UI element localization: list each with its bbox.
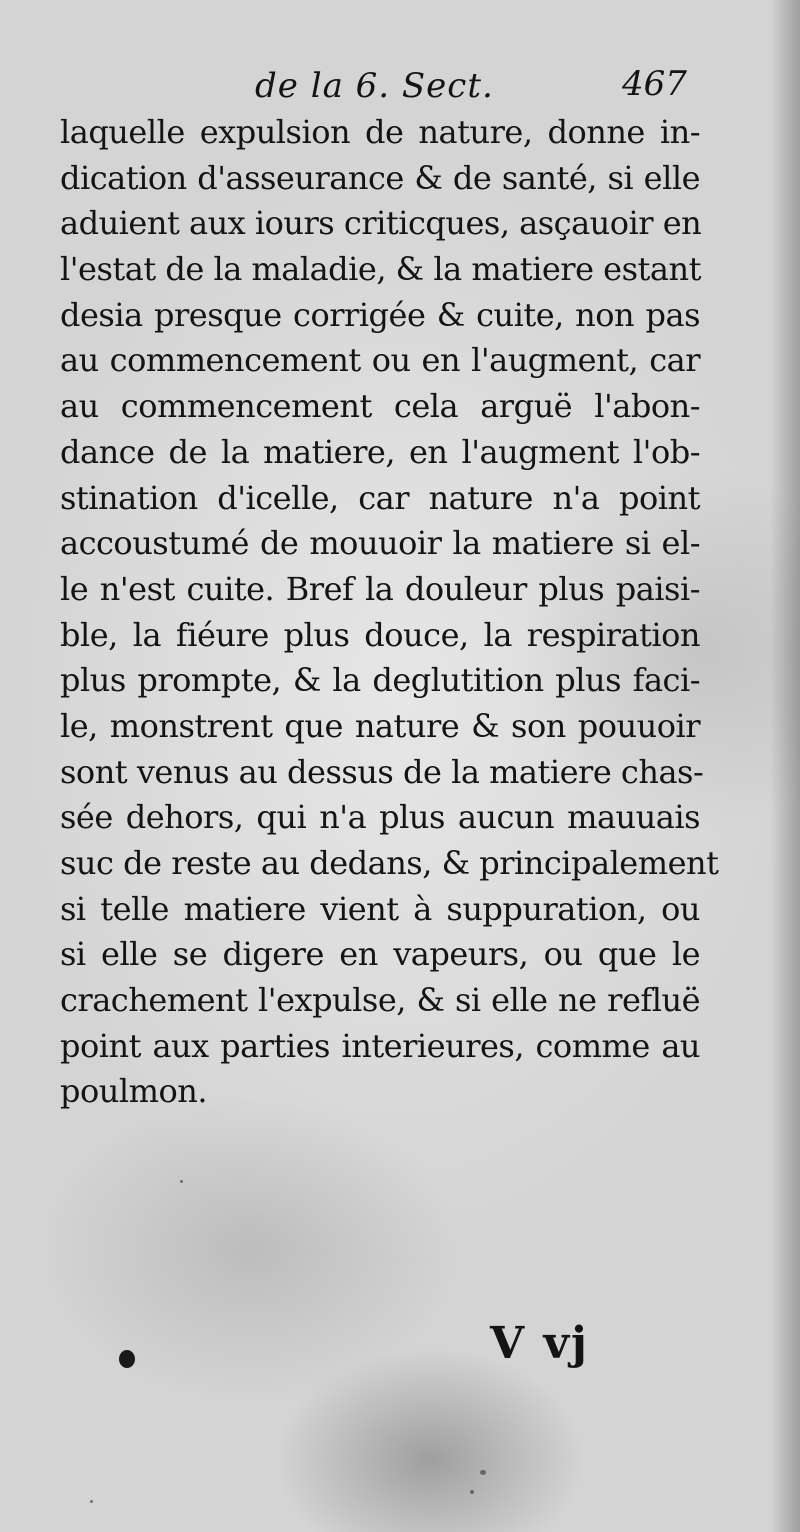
body-text — [60, 110, 719, 1115]
text-line: au commencement ou en l'augment, car — [60, 341, 700, 380]
text-line: aduient aux iours criticques, asçauoir en — [60, 204, 702, 243]
page-number: 467 — [622, 64, 687, 104]
text-line: au commencement cela arguë l'abon- — [60, 387, 700, 426]
paper-speck — [90, 1500, 93, 1503]
text-line: suc de reste au dedans, & principalement — [60, 844, 719, 882]
text-line: le, monstrent que nature & son pouuoir — [60, 706, 700, 745]
signature-mark: V vj — [490, 1318, 589, 1369]
text-line: dication d'asseurance & de santé, si elle — [60, 158, 700, 197]
text-line: si telle matiere vient à suppuration, ou — [60, 889, 700, 928]
text-line: plus prompte, & la deglutition plus faci- — [60, 661, 700, 700]
paper-speck — [470, 1490, 474, 1494]
paper-speck — [480, 1470, 486, 1475]
text-line: si elle se digere en vapeurs, ou que le — [60, 935, 700, 974]
text-line: stination d'icelle, car nature n'a point — [60, 478, 700, 517]
paper-speck — [180, 1180, 183, 1183]
running-head: de la 6. Sect. — [255, 66, 494, 106]
page-edge-shadow — [770, 0, 800, 1532]
text-line: desia presque corrigée & cuite, non pas — [60, 295, 700, 334]
text-line: le n'est cuite. Bref la douleur plus paisi- — [60, 569, 700, 608]
text-line: dance de la matiere, en l'augment l'ob- — [60, 432, 700, 471]
text-line: l'estat de la maladie, & la matiere estant — [60, 250, 701, 289]
text-line: ble, la fiéure plus douce, la respiration — [60, 615, 700, 654]
text-line: sont venus au dessus de la matiere chas- — [60, 752, 704, 791]
text-line: laquelle expulsion de nature, donne in- — [60, 113, 700, 151]
text-line: sée dehors, qui n'a plus aucun mauuais — [60, 798, 700, 837]
text-line: accoustumé de mouuoir la matiere si el- — [60, 524, 700, 563]
text-line: poulmon. — [60, 1072, 207, 1111]
text-line: crachement l'expulse, & si elle ne refluë — [60, 981, 700, 1020]
ink-blot — [119, 1350, 135, 1368]
text-line: point aux parties interieures, comme au — [60, 1026, 700, 1065]
